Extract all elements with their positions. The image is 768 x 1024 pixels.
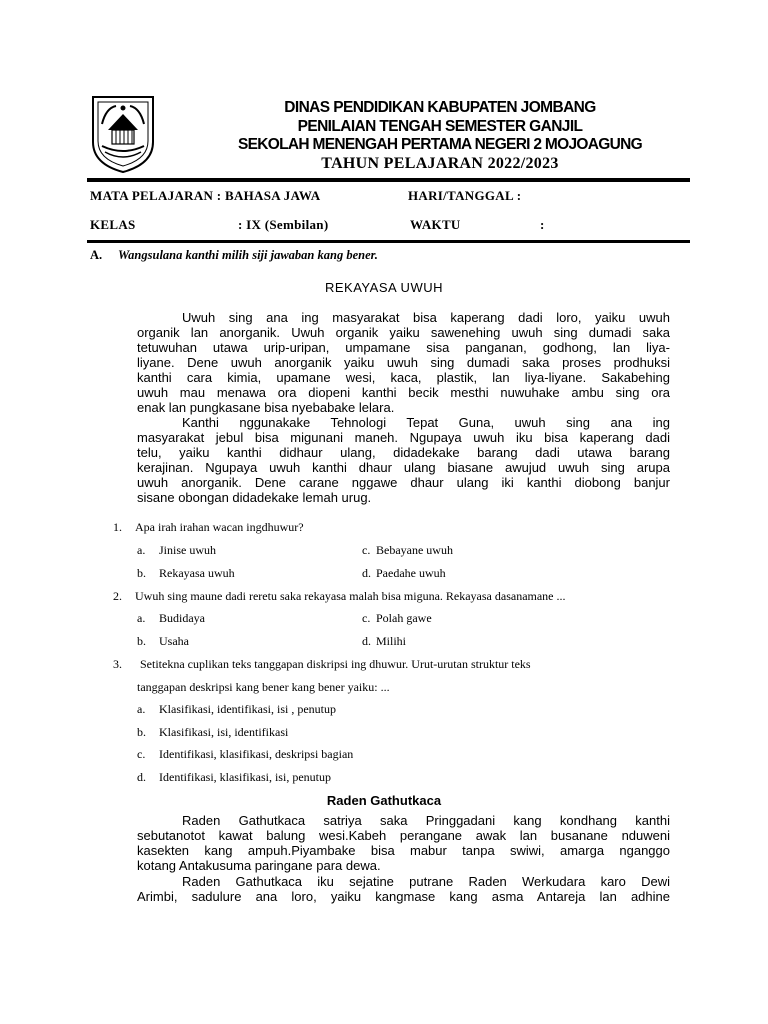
option-letter: c. bbox=[362, 611, 371, 625]
option-text: Budidaya bbox=[159, 611, 205, 625]
story-line: kasekten kang ampuh.Piyambake bisa mabur tanpa swiwi, amarga nganggo bbox=[137, 843, 670, 858]
option-text: Polah gawe bbox=[376, 611, 432, 625]
reading-line: masyarakat jebul bisa migunani maneh. Ngupaya uwuh iku bisa kaperang dadi bbox=[137, 430, 670, 445]
option-text: Klasifikasi, isi, identifikasi bbox=[159, 725, 289, 739]
class-label: KELAS bbox=[90, 217, 136, 232]
reading-line: liyane. Dene uwuh anorganik yaiku uwuh sing dumadi saka proses prodhuksi bbox=[137, 355, 670, 370]
option-letter: c. bbox=[362, 543, 371, 557]
reading-line: uwuh anorganik. Dene carane nggawe dhaur ulang iki kanthi diobong banjur bbox=[137, 475, 670, 490]
option-1a[interactable] bbox=[137, 543, 216, 558]
reading-line: organik lan anorganik. Uwuh organik yaiku sawenehing uwuh sing dumadi saka bbox=[137, 325, 670, 340]
story-line: sebutanotot kawat balung wesi.Kabeh perangane awak lan busanane nduweni bbox=[137, 828, 670, 843]
reading-title: REKAYASA UWUH bbox=[325, 280, 443, 295]
question-number: 2. bbox=[113, 589, 122, 603]
subject-field: MATA PELAJARAN : BAHASA JAWA bbox=[90, 188, 321, 203]
option-1c[interactable] bbox=[362, 543, 453, 558]
time-label: WAKTU bbox=[410, 217, 461, 232]
option-2a[interactable] bbox=[137, 611, 205, 626]
meta-divider bbox=[87, 240, 690, 243]
question-3-continued: tanggapan deskripsi kang bener kang bener yaiku: ... bbox=[137, 680, 390, 694]
reading-line: sisane obongan didadekake lemah urug. bbox=[137, 490, 372, 505]
option-3d[interactable] bbox=[137, 770, 331, 785]
reading-line: Uwuh sing ana ing masyarakat bisa kaperang dadi loro, yaiku uwuh bbox=[182, 310, 670, 325]
option-letter: a. bbox=[137, 543, 146, 557]
header-academic-year: TAHUN PELAJARAN 2022/2023 bbox=[321, 155, 559, 172]
story-line: kotang Antakusuma paringane para dewa. bbox=[137, 858, 381, 873]
reading-line: enak lan pungkasane bisa nyebabake lelara. bbox=[137, 400, 395, 415]
option-2d[interactable] bbox=[362, 634, 406, 649]
question-3 bbox=[113, 657, 531, 672]
question-text: Setitekna cuplikan teks tanggapan diskripsi ing dhuwur. Urut-urutan struktur teks bbox=[140, 657, 531, 671]
story-line: Raden Gathutkaca iku sejatine putrane Raden Werkudara karo Dewi bbox=[182, 874, 670, 889]
option-text: Paedahe uwuh bbox=[376, 566, 446, 580]
option-2b[interactable] bbox=[137, 634, 189, 649]
option-text: Identifikasi, klasifikasi, isi, penutup bbox=[159, 770, 331, 784]
header-exam-name: PENILAIAN TENGAH SEMESTER GANJIL bbox=[297, 118, 583, 135]
instruction-text: Wangsulana kanthi milih siji jawaban kang bener. bbox=[118, 248, 378, 262]
reading-line: tetuwuhan utawa urip-uripan, umpamane sisa panganan, godhong, lan liya- bbox=[137, 340, 670, 355]
option-2c[interactable] bbox=[362, 611, 432, 626]
reading-line: Kanthi nggunakake Tehnologi Tepat Guna, uwuh sing ana ing bbox=[182, 415, 670, 430]
header-school-name: SEKOLAH MENENGAH PERTAMA NEGERI 2 MOJOAGUNG bbox=[238, 136, 642, 153]
option-text: Milihi bbox=[376, 634, 407, 648]
question-text: Uwuh sing maune dadi reretu saka rekayasa malah bisa miguna. Rekayasa dasanamane ... bbox=[135, 589, 566, 603]
school-crest-logo bbox=[90, 94, 156, 174]
story-line: Raden Gathutkaca satriya saka Pringgadani kang kondhang kanthi bbox=[182, 813, 670, 828]
option-letter: d. bbox=[137, 770, 146, 784]
story-title: Raden Gathutkaca bbox=[326, 793, 442, 808]
option-3b[interactable] bbox=[137, 725, 288, 740]
story-line: Arimbi, sadulure ana loro, yaiku kangmase kang asma Antareja lan adhine bbox=[137, 889, 670, 904]
date-label: HARI/TANGGAL : bbox=[408, 188, 522, 203]
option-letter: a. bbox=[137, 611, 146, 625]
option-letter: c. bbox=[137, 747, 146, 761]
option-1b[interactable] bbox=[137, 566, 235, 581]
question-1 bbox=[113, 520, 304, 535]
option-letter: b. bbox=[137, 725, 146, 739]
header-divider bbox=[87, 178, 690, 182]
option-letter: d. bbox=[362, 566, 371, 580]
option-letter: d. bbox=[362, 634, 371, 648]
time-colon: : bbox=[540, 217, 545, 232]
reading-line: uwuh mau menawa ora diopeni kanthi becik mesthi nuwuhake ambu sing ora bbox=[137, 385, 670, 400]
class-value: : IX (Sembilan) bbox=[238, 217, 329, 232]
option-text: Rekayasa uwuh bbox=[159, 566, 235, 580]
question-number: 1. bbox=[113, 520, 122, 534]
option-3c[interactable] bbox=[137, 747, 353, 762]
question-number: 3. bbox=[113, 657, 122, 671]
option-letter: b. bbox=[137, 634, 146, 648]
option-text: Usaha bbox=[159, 634, 189, 648]
option-text: Klasifikasi, identifikasi, isi , penutup bbox=[159, 702, 336, 716]
question-2 bbox=[113, 589, 566, 604]
instruction bbox=[90, 248, 378, 263]
option-3a[interactable] bbox=[137, 702, 336, 717]
header-agency: DINAS PENDIDIKAN KABUPATEN JOMBANG bbox=[284, 99, 596, 116]
option-text: Identifikasi, klasifikasi, deskripsi bagian bbox=[159, 747, 354, 761]
reading-line: kanthi cara kimia, upamane wesi, kaca, plastik, lan liya-liyane. Sakabehing bbox=[137, 370, 670, 385]
option-letter: b. bbox=[137, 566, 146, 580]
option-text: Bebayane uwuh bbox=[376, 543, 453, 557]
option-1d[interactable] bbox=[362, 566, 446, 581]
instruction-number: A. bbox=[90, 248, 103, 262]
reading-line: kerajinan. Ngupaya uwuh kanthi dhaur ulang biasane awujud uwuh sing arupa bbox=[137, 460, 670, 475]
option-letter: a. bbox=[137, 702, 146, 716]
reading-line: telu, yaiku kanthi didhaur ulang, didadekake barang dadi utawa barang bbox=[137, 445, 670, 460]
question-text: Apa irah irahan wacan ingdhuwur? bbox=[135, 520, 304, 534]
option-text: Jinise uwuh bbox=[159, 543, 216, 557]
